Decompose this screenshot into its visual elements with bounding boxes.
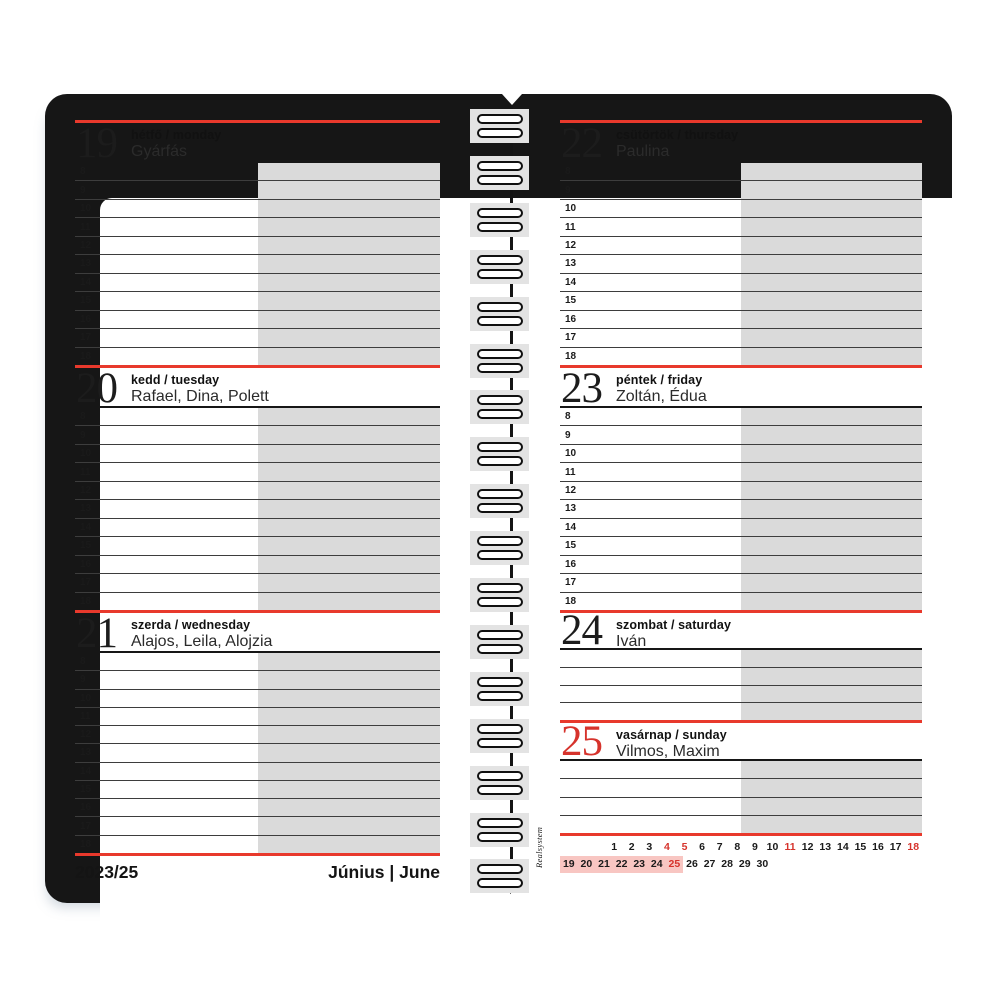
spiral-loop-pair (470, 344, 529, 378)
hour-row (75, 574, 440, 592)
spiral-loop (477, 302, 523, 312)
spiral-loop (477, 349, 523, 359)
day-header (75, 120, 440, 167)
spiral-loop (477, 738, 523, 748)
hour-label: 16 (565, 558, 577, 570)
spiral-loop (477, 161, 523, 171)
day-header (560, 120, 922, 167)
hour-row (560, 574, 922, 592)
page-footer (75, 857, 440, 887)
spiral-loop (477, 677, 523, 687)
day-number: 22 (561, 120, 602, 167)
hour-row (75, 463, 440, 481)
mini-calendar-day: 30 (756, 858, 769, 870)
hour-row (75, 556, 440, 574)
hour-row (75, 708, 440, 726)
day-rows (75, 653, 440, 853)
year-label: 2023/ (75, 861, 119, 882)
hour-label: 10 (80, 203, 92, 215)
mini-calendar-day: 21 (595, 856, 613, 873)
hour-row (75, 593, 440, 610)
spiral-loop-pair (470, 390, 529, 424)
hour-row (75, 311, 440, 329)
day-section-23 (560, 365, 922, 610)
spiral-top-notch (502, 94, 522, 105)
hour-label: 16 (80, 558, 92, 570)
blank-row (560, 703, 922, 720)
hour-label: 15 (80, 295, 92, 307)
mini-calendar-day: 14 (836, 841, 849, 853)
hour-row (560, 348, 922, 365)
hour-row (75, 500, 440, 518)
hour-label: 17 (80, 820, 92, 832)
mini-calendar-row2 (560, 856, 922, 873)
day-rows (560, 761, 922, 833)
day-name-label: péntek / friday (616, 373, 703, 387)
day-rows (560, 408, 922, 610)
hour-label: 13 (80, 747, 92, 759)
right-page-column (560, 120, 922, 836)
left-page-column (75, 120, 440, 856)
hour-label: 8 (80, 411, 86, 423)
mini-calendar-day: 12 (801, 841, 814, 853)
hour-row (560, 255, 922, 273)
mini-calendar-day: 27 (703, 858, 716, 870)
hour-row (560, 311, 922, 329)
mini-calendar-row1 (560, 839, 922, 856)
hour-label: 9 (565, 184, 571, 196)
day-number: 19 (76, 120, 117, 167)
day-name-label: szerda / wednesday (131, 618, 251, 632)
hour-row (75, 218, 440, 236)
hour-label: 14 (565, 276, 577, 288)
hour-label: 16 (80, 313, 92, 325)
day-name-label: vasárnap / sunday (616, 728, 727, 742)
mini-calendar-day: 3 (646, 841, 653, 853)
hour-label: 18 (565, 350, 577, 362)
hour-label: 18 (80, 595, 92, 607)
spiral-loop-pair (470, 250, 529, 284)
hour-row (560, 200, 922, 218)
hour-row (560, 237, 922, 255)
day-name-label: hétfő / monday (131, 128, 222, 142)
year-week-label (75, 862, 138, 883)
mini-calendar-day: 25 (666, 856, 684, 873)
hour-label: 16 (565, 313, 577, 325)
spiral-loop-pair (470, 766, 529, 800)
day-number: 25 (561, 718, 602, 765)
hour-row (75, 329, 440, 347)
hour-row (75, 408, 440, 426)
mini-calendar-day: 22 (613, 856, 631, 873)
mini-calendar-day: 16 (872, 841, 884, 853)
blank-row (560, 686, 922, 704)
hour-row (75, 292, 440, 310)
hour-label: 17 (565, 577, 577, 589)
hour-row (560, 445, 922, 463)
day-header (75, 365, 440, 412)
hour-label: 15 (565, 540, 577, 552)
hour-row (560, 500, 922, 518)
day-header (560, 718, 922, 765)
hour-row (75, 255, 440, 273)
mini-calendar-day: 10 (766, 841, 779, 853)
spiral-loop (477, 583, 523, 593)
hour-label: 12 (565, 240, 577, 252)
day-meta (131, 373, 438, 406)
day-number: 23 (561, 365, 602, 412)
hour-row (560, 274, 922, 292)
mini-calendar-day: 20 (578, 856, 596, 873)
mini-calendar-day: 11 (784, 841, 796, 853)
spiral-loop (477, 550, 523, 560)
hour-row (75, 817, 440, 835)
hour-row (560, 537, 922, 555)
spiral-loop (477, 175, 523, 185)
day-section-20 (75, 365, 440, 610)
spiral-bottom-notch (502, 892, 522, 903)
hour-label: 15 (80, 783, 92, 795)
hour-label: 10 (565, 448, 577, 460)
mini-calendar-day: 29 (738, 858, 751, 870)
hour-label: 8 (80, 166, 86, 178)
hour-row (560, 593, 922, 610)
hour-label: 14 (80, 765, 92, 777)
hour-row (75, 799, 440, 817)
mini-month-calendar (560, 839, 922, 873)
day-section-19 (75, 120, 440, 365)
day-meta (131, 128, 438, 161)
mini-calendar-day: 17 (889, 841, 902, 853)
mini-calendar-day: 2 (628, 841, 635, 853)
nameday-names: Gyárfás (131, 143, 188, 160)
hour-row (560, 218, 922, 236)
spiral-loop (477, 536, 523, 546)
blank-row (560, 761, 922, 779)
spiral-loop (477, 114, 523, 124)
spiral-loop (477, 644, 523, 654)
day-meta (616, 618, 920, 651)
hour-label: 15 (565, 295, 577, 307)
spiral-loop-pair (470, 297, 529, 331)
nameday-names: Vilmos, Maxim (616, 743, 720, 760)
hour-row (75, 274, 440, 292)
hour-label: 18 (80, 350, 92, 362)
mini-calendar-day: 5 (681, 841, 688, 853)
hour-row (75, 163, 440, 181)
mini-calendar-day: 28 (721, 858, 733, 870)
hour-row (75, 426, 440, 444)
spiral-loop-pair (470, 578, 529, 612)
hour-row (75, 690, 440, 708)
hour-row (560, 329, 922, 347)
hour-row (75, 836, 440, 853)
mini-calendar-day: 4 (663, 841, 670, 853)
hour-row (75, 653, 440, 671)
day-name-label: szombat / saturday (616, 618, 732, 632)
day-rows (560, 650, 922, 720)
hour-row (560, 426, 922, 444)
mini-calendar-day: 23 (630, 856, 648, 873)
blank-row (560, 650, 922, 668)
spiral-loop-pair (470, 813, 529, 847)
hour-label: 12 (80, 729, 92, 741)
spiral-loop-pair (470, 484, 529, 518)
hour-label: 10 (80, 448, 92, 460)
day-meta (616, 128, 920, 161)
hour-row (560, 519, 922, 537)
spiral-loop (477, 864, 523, 874)
brand-logo: Realsystem (534, 826, 544, 868)
mini-calendar-day: 13 (819, 841, 832, 853)
hour-label: 9 (565, 429, 571, 441)
mini-calendar-day: 6 (699, 841, 705, 853)
hour-label: 8 (80, 656, 86, 668)
day-section-21 (75, 610, 440, 856)
hour-label: 17 (565, 332, 577, 344)
hour-row (75, 445, 440, 463)
spiral-loop (477, 269, 523, 279)
day-number: 20 (76, 365, 117, 412)
day-meta (616, 728, 920, 761)
spiral-loop-pair (470, 719, 529, 753)
spiral-loop (477, 691, 523, 701)
mini-calendar-day: 8 (734, 841, 741, 853)
hour-label: 12 (80, 240, 92, 252)
hour-label: 14 (80, 276, 92, 288)
day-rows (560, 163, 922, 365)
day-section-24 (560, 607, 922, 720)
spiral-loop-pair (470, 203, 529, 237)
spiral-loop (477, 724, 523, 734)
spiral-loop (477, 208, 523, 218)
spiral-loop-pair (470, 625, 529, 659)
day-header (75, 610, 440, 657)
hour-row (75, 763, 440, 781)
hour-row (75, 181, 440, 199)
hour-row (75, 726, 440, 744)
hour-row (560, 292, 922, 310)
spiral-loop-pair (470, 437, 529, 471)
spiral-loop (477, 832, 523, 842)
hour-label: 12 (80, 485, 92, 497)
hour-label: 10 (565, 203, 577, 215)
hour-row (75, 200, 440, 218)
day-header (560, 607, 922, 654)
spiral-loop (477, 395, 523, 405)
nameday-names: Zoltán, Édua (616, 388, 707, 405)
day-section-22 (560, 120, 922, 365)
month-label: Június | June (328, 861, 440, 882)
spiral-loop (477, 597, 523, 607)
day-meta (131, 618, 438, 651)
spiral-binding (468, 94, 556, 903)
spiral-loop (477, 409, 523, 419)
hour-label: 11 (80, 710, 91, 722)
hour-label: 11 (80, 221, 91, 233)
hour-label: 14 (80, 521, 92, 533)
day-rows (75, 408, 440, 610)
day-section-25 (560, 720, 922, 836)
hour-row (75, 237, 440, 255)
mini-calendar-day: 9 (751, 841, 758, 853)
spiral-loop (477, 503, 523, 513)
hour-row (75, 519, 440, 537)
hour-label: 17 (80, 577, 92, 589)
hour-label: 13 (80, 258, 92, 270)
spiral-loop (477, 456, 523, 466)
day-name-label: csütörtök / thursday (616, 128, 739, 142)
hour-label: 11 (565, 221, 576, 233)
nameday-names: Iván (616, 633, 647, 650)
spiral-loop-pair (470, 672, 529, 706)
hour-label: 13 (80, 503, 92, 515)
day-header (560, 365, 922, 412)
hour-label: 11 (80, 466, 91, 478)
mini-calendar-day: 18 (907, 841, 920, 853)
day-number: 24 (561, 607, 602, 654)
hour-label: 8 (565, 411, 571, 423)
mini-calendar-day: 24 (648, 856, 666, 873)
spiral-loop-pair (470, 156, 529, 190)
hour-label: 18 (565, 595, 577, 607)
hour-label: 17 (80, 332, 92, 344)
spiral-loop (477, 316, 523, 326)
spiral-loop (477, 630, 523, 640)
mini-calendar-day: 7 (716, 841, 723, 853)
hour-label: 9 (80, 184, 86, 196)
spiral-loop (477, 363, 523, 373)
mini-calendar-day: 1 (611, 841, 618, 853)
day-number: 21 (76, 610, 117, 657)
nameday-names: Alajos, Leila, Alojzia (131, 633, 273, 650)
hour-row (560, 408, 922, 426)
hour-label: 16 (80, 802, 92, 814)
blank-row (560, 779, 922, 797)
mini-calendar-day: 15 (854, 841, 867, 853)
hour-label: 13 (565, 258, 577, 270)
spiral-loop (477, 878, 523, 888)
spiral-loop-pair (470, 859, 529, 893)
hour-label: 18 (80, 838, 92, 850)
hour-label: 12 (565, 485, 577, 497)
day-name-label: kedd / tuesday (131, 373, 220, 387)
hour-row (560, 181, 922, 199)
spiral-loop (477, 222, 523, 232)
blank-row (560, 668, 922, 686)
hour-label: 9 (80, 429, 86, 441)
hour-row (75, 348, 440, 365)
spiral-loop (477, 818, 523, 828)
hour-label: 14 (565, 521, 577, 533)
spiral-loop (477, 785, 523, 795)
hour-label: 11 (565, 466, 576, 478)
hour-row (75, 744, 440, 762)
blank-row (560, 798, 922, 816)
spiral-loop (477, 128, 523, 138)
mini-calendar-day: 19 (560, 856, 578, 873)
hour-row (75, 537, 440, 555)
hour-row (560, 163, 922, 181)
hour-row (560, 556, 922, 574)
hour-label: 10 (80, 692, 92, 704)
day-meta (616, 373, 920, 406)
hour-row (75, 781, 440, 799)
mini-calendar-day: 26 (686, 858, 698, 870)
hour-label: 15 (80, 540, 92, 552)
hour-row (75, 482, 440, 500)
blank-row (560, 816, 922, 833)
hour-row (75, 671, 440, 689)
hour-label: 9 (80, 674, 86, 686)
hour-label: 8 (565, 166, 571, 178)
spiral-loop-pair (470, 109, 529, 143)
spiral-loop (477, 255, 523, 265)
spiral-loop-pair (470, 531, 529, 565)
hour-label: 13 (565, 503, 577, 515)
spiral-loop (477, 771, 523, 781)
day-rows (75, 163, 440, 365)
hour-row (560, 463, 922, 481)
nameday-names: Paulina (616, 143, 670, 160)
nameday-names: Rafael, Dina, Polett (131, 388, 269, 405)
spiral-loop (477, 489, 523, 499)
week-number: 25 (118, 861, 139, 882)
hour-row (560, 482, 922, 500)
spiral-loop (477, 442, 523, 452)
